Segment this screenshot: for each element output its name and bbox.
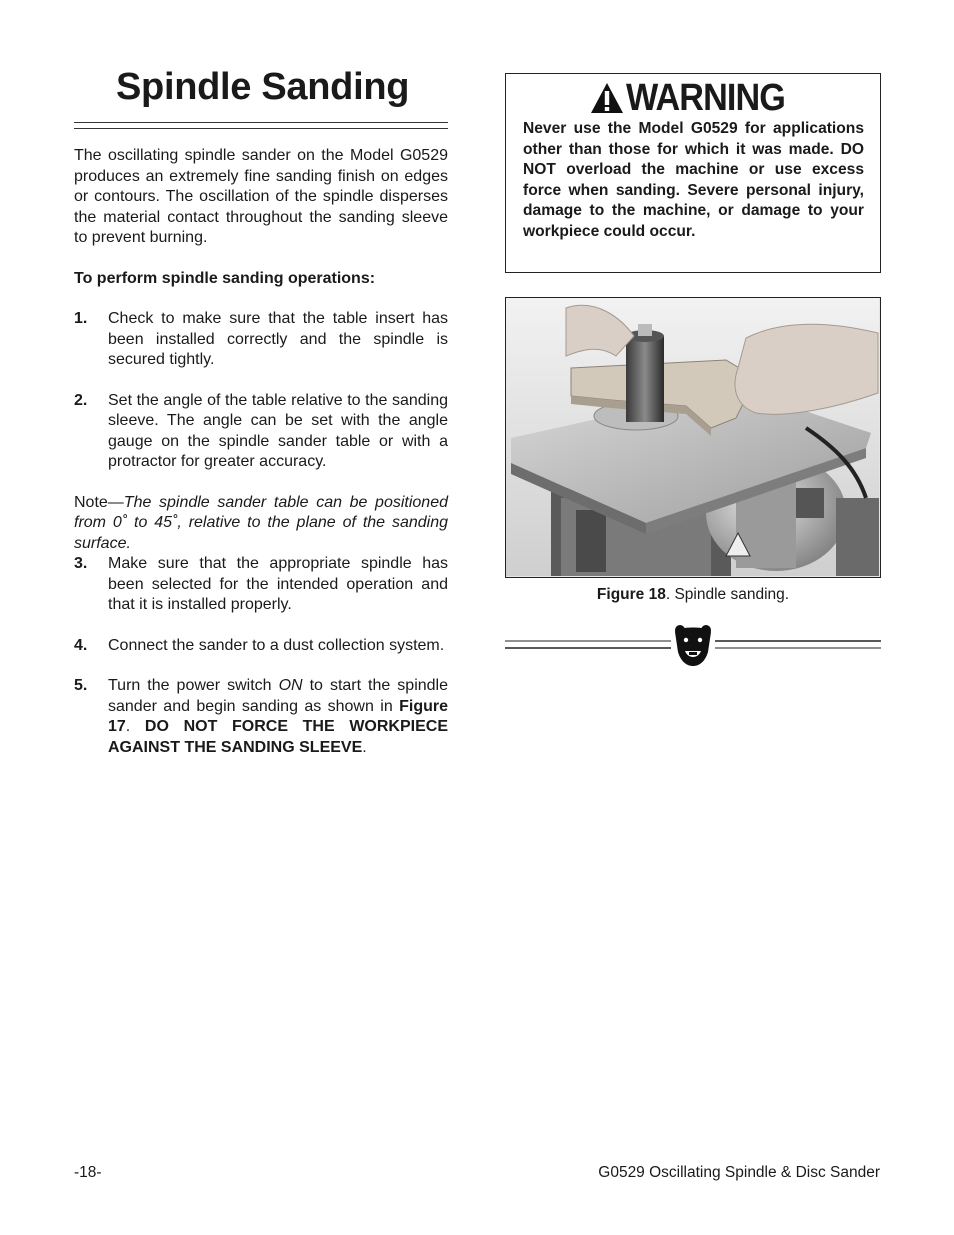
bear-divider-icon [505, 624, 881, 668]
procedure-subheading: To perform spindle sanding operations: [74, 269, 376, 287]
warning-heading [590, 78, 803, 118]
step-1 [74, 309, 448, 371]
step-text: Set the angle of the table relative to the sanding sleeve. The angle can be set with the angle gauge on the spindle sander table or with a protractor for greater accuracy. [108, 391, 448, 470]
step-text-part: . [125, 718, 145, 735]
figure-caption [505, 586, 881, 604]
section-end-divider [505, 624, 881, 668]
footer-page-number: -18- [74, 1164, 102, 1181]
spindle-sanding-illustration [506, 298, 879, 576]
step-number: 4. [74, 636, 88, 654]
caution-text: DO NOT FORCE THE WORKPIECE AGAINST THE SANDING SLEEVE [108, 718, 448, 756]
step-text-part: . [362, 738, 367, 756]
figure-caption-text: . Spindle sanding. [665, 586, 790, 603]
title-divider [74, 122, 448, 129]
step-text: Connect the sander to a dust collection system. [108, 636, 445, 654]
intro-paragraph: The oscillating spindle sander on the Model G0529 produces an extremely fine sanding finish on edges or contours. The oscillation of the spindle disperses the material contact throughout the sanding sleeve to prevent burning. [74, 147, 448, 246]
step-text-part: to start the spindle sander and begin sanding as shown in [108, 677, 449, 715]
warning-triangle-icon [590, 82, 624, 114]
step-4 [74, 636, 448, 657]
step-2-note [74, 493, 448, 555]
note-text: The spindle sander table can be positioned from 0˚ to 45˚, relative to the plane of the sanding surface. [74, 493, 448, 552]
step-2 [74, 391, 448, 473]
step-3 [74, 554, 448, 616]
step-5 [74, 676, 448, 758]
figure-label: Figure 18 [596, 586, 666, 603]
step-number: 3. [74, 555, 88, 572]
warning-text: Never use the Model G0529 for applications other than those for which it was made. DO NOT overload the machine or use excess force when sanding. Severe personal injury, damage to the machine, or damage to your workpiece could occur. [523, 120, 864, 240]
step-text [108, 676, 448, 758]
step-text: Check to make sure that the table insert has been installed correctly and the spindle is secured tightly. [108, 310, 448, 368]
left-column [74, 146, 448, 778]
page-title: Spindle Sanding [116, 66, 410, 108]
step-number: 5. [74, 677, 88, 694]
figure-reference: Figure 17 [108, 697, 448, 735]
step-number: 1. [74, 310, 88, 327]
power-on-term: ON [278, 677, 303, 694]
figure-photo [505, 297, 881, 578]
step-number: 2. [74, 391, 88, 409]
footer-manual-title: G0529 Oscillating Spindle & Disc Sander [598, 1164, 880, 1181]
warning-word: WARNING [626, 76, 785, 119]
warning-box [505, 73, 881, 273]
step-text: Make sure that the appropriate spindle has been selected for the intended operation and that it is installed properly. [108, 555, 448, 613]
step-text-part: Turn the power switch [108, 677, 279, 694]
note-label: Note— [74, 493, 124, 511]
